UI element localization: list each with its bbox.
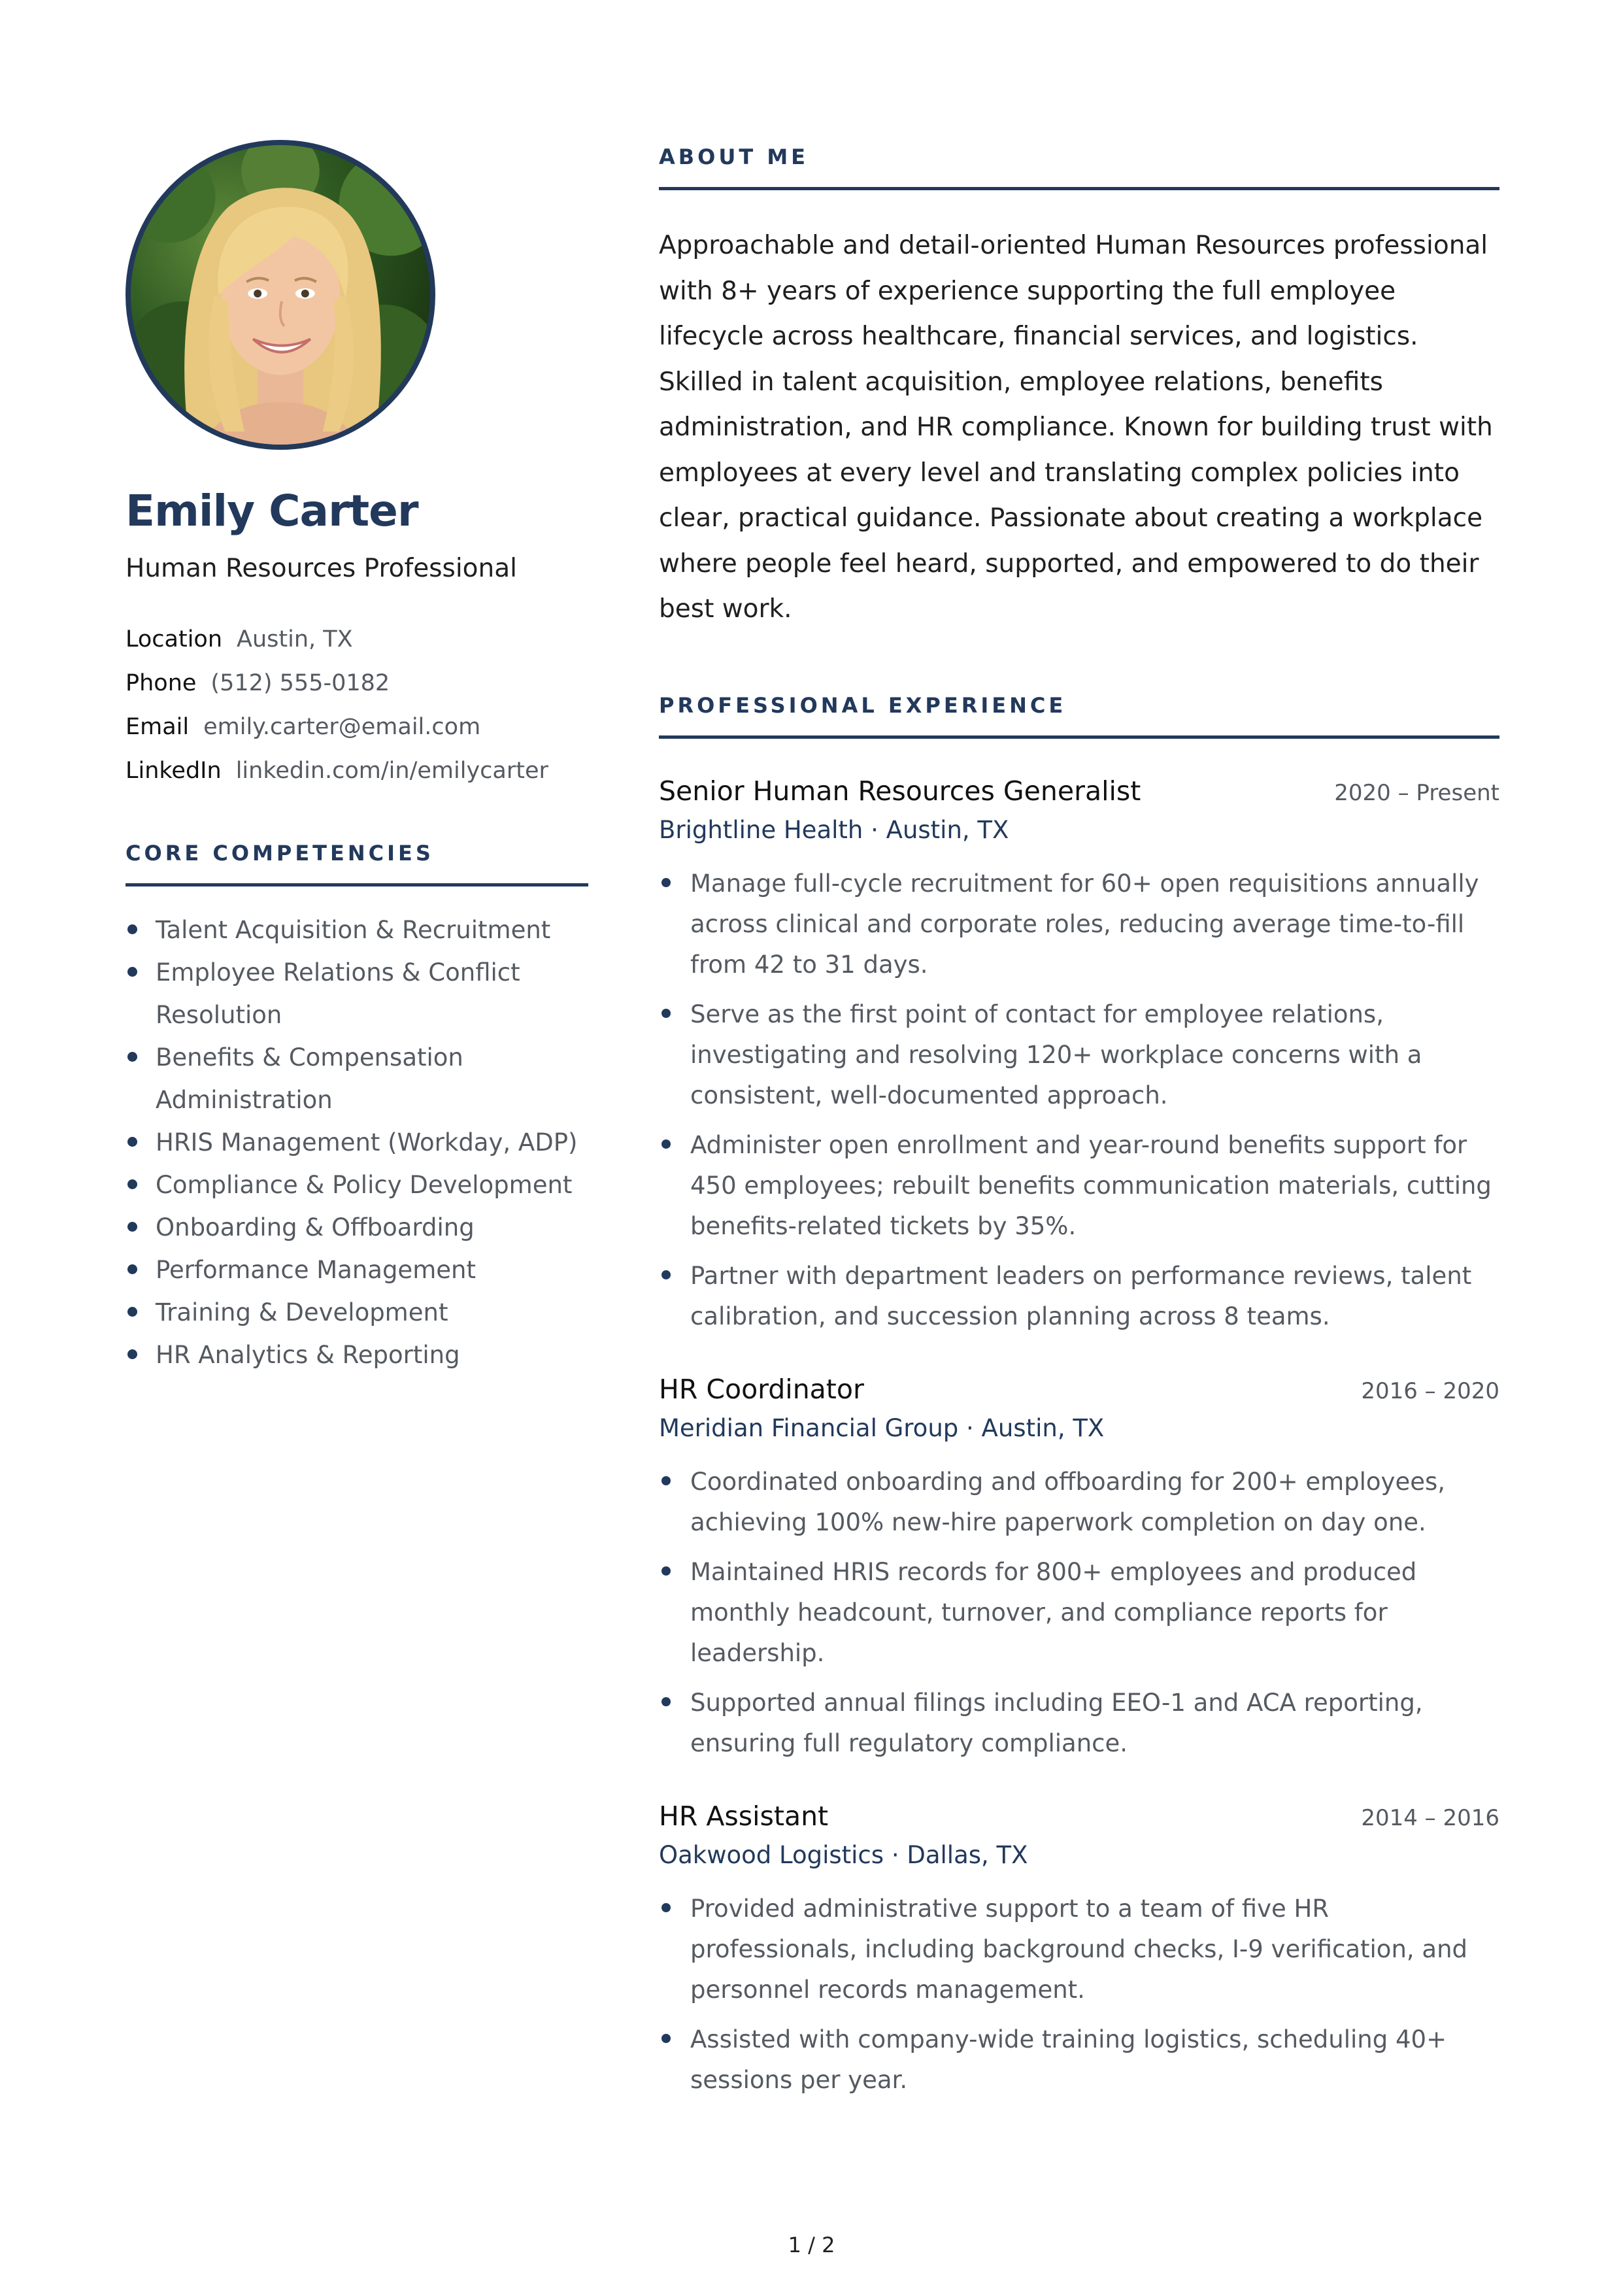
job-header (659, 1800, 1499, 1832)
list-item: Provided administrative support to a team of five HR professionals, including background checks, I-9 verification, and personnel records management. (659, 1889, 1499, 2010)
list-item: Compliance & Policy Development (125, 1164, 588, 1206)
list-item: Maintained HRIS records for 800+ employees and produced monthly headcount, turnover, and compliance reports for leadership. (659, 1552, 1499, 1674)
list-item: Onboarding & Offboarding (125, 1206, 588, 1249)
contact-label: LinkedIn (125, 758, 222, 785)
job-dates: 2016 – 2020 (1361, 1377, 1499, 1404)
job-title: HR Coordinator (659, 1373, 864, 1405)
section-divider (125, 883, 588, 886)
core-competencies-section (125, 843, 588, 1376)
right-column (659, 146, 1499, 2110)
job-header (659, 775, 1499, 807)
job-bullets (659, 1889, 1499, 2101)
contact-location (125, 618, 588, 662)
contact-linkedin (125, 749, 588, 793)
candidate-name: Emily Carter (125, 486, 418, 536)
section-heading: CORE COMPETENCIES (125, 841, 434, 866)
contact-label: Phone (125, 670, 197, 697)
section-divider (659, 187, 1499, 190)
job-company: Brightline Health · Austin, TX (659, 815, 1009, 844)
list-item: Benefits & Compensation Administration (125, 1036, 588, 1121)
candidate-title: Human Resources Professional (125, 553, 517, 583)
contact-value: (512) 555-0182 (210, 670, 390, 697)
about-text: Approachable and detail-oriented Human Resources professional with 8+ years of experience supporting the full employee lifecycle across healthcare, financial services, and logistics. Skilled in talent acquisition, employee relations, benefits administration, and HR compliance. Known for building trust with employees at every level and translating complex policies into clear, practical guidance. Passionate about creating a workplace where people feel heard, supported, and empowered to do their best work. (659, 231, 1493, 624)
list-item: Performance Management (125, 1249, 588, 1291)
job-title: HR Assistant (659, 1800, 829, 1832)
contact-label: Email (125, 714, 190, 741)
section-heading: ABOUT ME (659, 144, 809, 169)
section-heading: PROFESSIONAL EXPERIENCE (659, 692, 1067, 718)
list-item: Partner with department leaders on performance reviews, talent calibration, and succession planning across 8 teams. (659, 1256, 1499, 1337)
list-item: Employee Relations & Conflict Resolution (125, 951, 588, 1036)
profile-photo (125, 140, 435, 450)
contact-email (125, 705, 588, 749)
page-number: 1 / 2 (788, 2233, 835, 2257)
job-company: Oakwood Logistics · Dallas, TX (659, 1840, 1028, 1869)
professional-experience-section (659, 692, 1499, 2101)
portrait-illustration (131, 145, 430, 445)
list-item: Talent Acquisition & Recruitment (125, 909, 588, 951)
job-title: Senior Human Resources Generalist (659, 775, 1141, 807)
contact-value: emily.carter@email.com (203, 714, 481, 741)
list-item: Manage full-cycle recruitment for 60+ open requisitions annually across clinical and corporate roles, reducing average time-to-fill from 42 to 31 days. (659, 864, 1499, 985)
list-item: Administer open enrollment and year-round benefits support for 450 employees; rebuilt benefits communication materials, cutting benefits-related tickets by 35%. (659, 1125, 1499, 1247)
list-item: HRIS Management (Workday, ADP) (125, 1121, 588, 1164)
left-column (125, 140, 588, 1376)
list-item: Supported annual filings including EEO-1 and ACA reporting, ensuring full regulatory compliance. (659, 1683, 1499, 1764)
contact-label: Location (125, 626, 223, 653)
job-entry (659, 1800, 1499, 2101)
job-bullets (659, 864, 1499, 1337)
list-item: Training & Development (125, 1291, 588, 1334)
contact-value: Austin, TX (237, 626, 353, 653)
job-company: Meridian Financial Group · Austin, TX (659, 1413, 1105, 1442)
contact-phone (125, 662, 588, 705)
section-divider (659, 735, 1499, 739)
competency-list (125, 909, 588, 1376)
job-entry (659, 775, 1499, 1337)
job-dates: 2020 – Present (1334, 779, 1499, 806)
job-entry (659, 1374, 1499, 1764)
about-me-section (659, 146, 1499, 632)
list-item: Coordinated onboarding and offboarding for 200+ employees, achieving 100% new-hire paperwork completion on day one. (659, 1462, 1499, 1543)
list-item: Assisted with company-wide training logistics, scheduling 40+ sessions per year. (659, 2019, 1499, 2101)
list-item: Serve as the first point of contact for employee relations, investigating and resolving 120+ workplace concerns with a consistent, well-documented approach. (659, 994, 1499, 1116)
list-item: HR Analytics & Reporting (125, 1334, 588, 1376)
job-bullets (659, 1462, 1499, 1764)
contact-info (125, 618, 588, 793)
contact-value: linkedin.com/in/emilycarter (235, 758, 548, 785)
job-header (659, 1374, 1499, 1405)
job-dates: 2014 – 2016 (1361, 1804, 1499, 1831)
